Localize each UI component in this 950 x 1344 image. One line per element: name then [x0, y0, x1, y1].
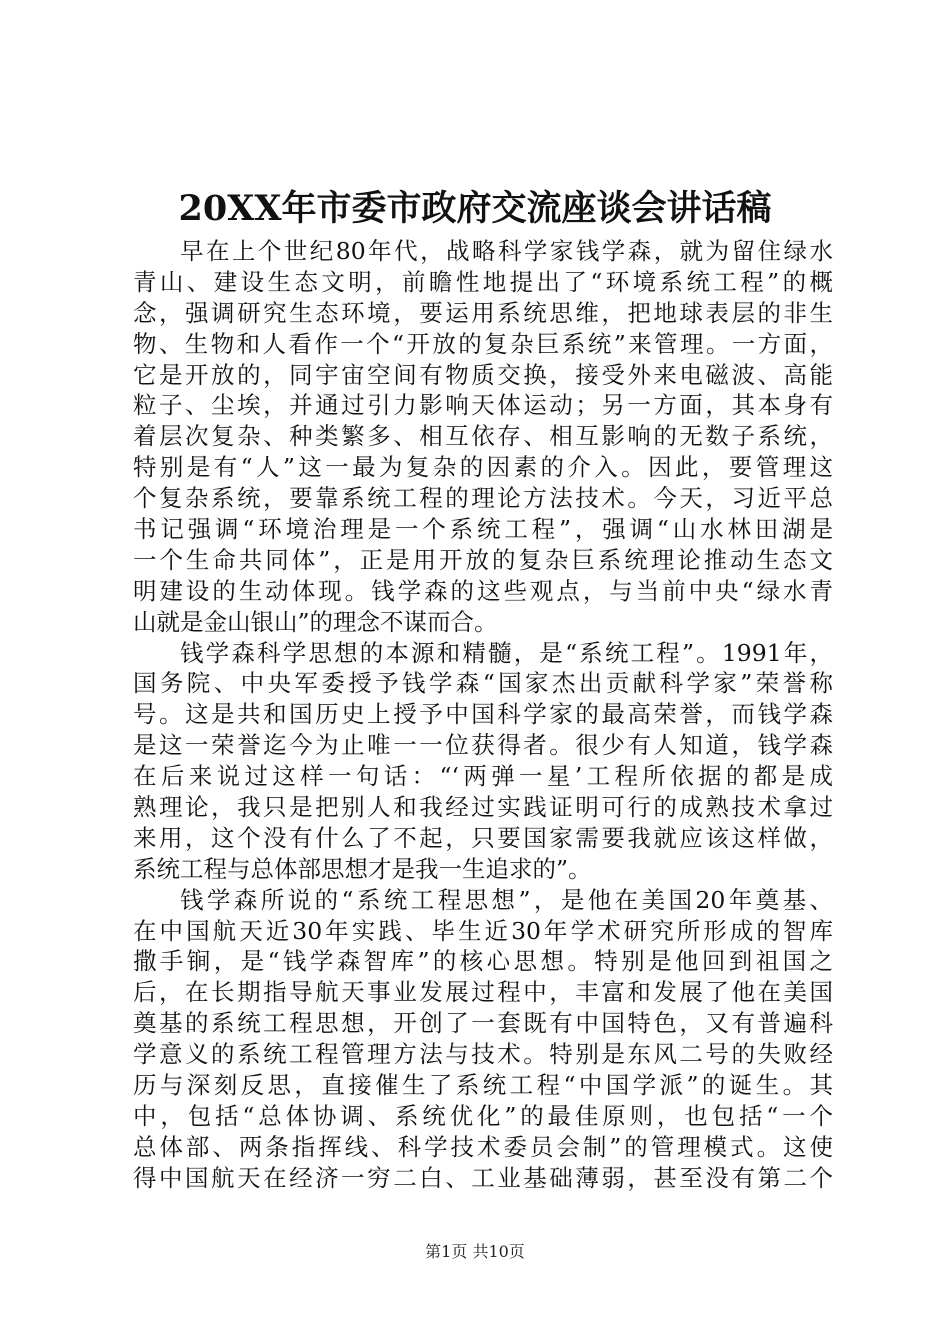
text-line: 钱学森所说的“系统工程思想”，是他在美国20年奠基、: [180, 885, 833, 914]
text-line: 个复杂系统，要靠系统工程的理论方法技术。今天，习近平总: [133, 484, 833, 513]
text-line: 学意义的系统工程管理方法与技术。特别是东风二号的失败经: [133, 1040, 833, 1069]
text-line: 特别是有“人”这一最为复杂的因素的介入。因此，要管理这: [133, 453, 833, 482]
text-line: 钱学森科学思想的本源和精髓，是“系统工程”。1991年，: [180, 638, 833, 667]
text-line: 中，包括“总体协调、系统优化”的最佳原则，也包括“一个: [133, 1101, 833, 1130]
text-line: 早在上个世纪80年代，战略科学家钱学森，就为留住绿水: [180, 237, 833, 265]
text-line: 念，强调研究生态环境，要运用系统思维，把地球表层的非生: [133, 298, 833, 327]
text-line: 书记强调“环境治理是一个系统工程”，强调“山水林田湖是: [133, 515, 833, 544]
text-line: 总体部、两条指挥线、科学技术委员会制”的管理模式。这使: [133, 1132, 833, 1161]
text-line: 它是开放的，同宇宙空间有物质交换，接受外来电磁波、高能: [133, 360, 833, 389]
text-line: 明建设的生动体现。钱学森的这些观点，与当前中央“绿水青: [133, 576, 833, 605]
text-line: 国务院、中央军委授予钱学森“国家杰出贡献科学家”荣誉称: [133, 669, 833, 698]
text-line: 奠基的系统工程思想，开创了一套既有中国特色，又有普遍科: [133, 1009, 833, 1038]
text-line: 后，在长期指导航天事业发展过程中，丰富和发展了他在美国: [133, 978, 833, 1007]
page-footer: 第1页 共10页: [425, 1242, 525, 1261]
text-line: 在后来说过这样一句话：“‘两弹一星’工程所依据的都是成: [133, 762, 833, 791]
text-line: 山就是金山银山”的理念不谋而合。: [133, 607, 498, 636]
text-line: 系统工程与总体部思想才是我一生追求的”。: [133, 854, 592, 883]
text-line: 号。这是共和国历史上授予中国科学家的最高荣誉，而钱学森: [133, 700, 833, 729]
text-line: 一个生命共同体”，正是用开放的复杂巨系统理论推动生态文: [133, 545, 833, 574]
text-line: 历与深刻反思，直接催生了系统工程“中国学派”的诞生。其: [133, 1071, 833, 1100]
text-line: 青山、建设生态文明，前瞻性地提出了“环境系统工程”的概: [133, 267, 833, 296]
text-line: 撒手锏，是“钱学森智库”的核心思想。特别是他回到祖国之: [133, 947, 833, 976]
text-line: 在中国航天近30年实践、毕生近30年学术研究所形成的智库: [133, 916, 833, 945]
text-line: 物、生物和人看作一个“开放的复杂巨系统”来管理。一方面，: [133, 329, 833, 358]
text-line: 着层次复杂、种类繁多、相互依存、相互影响的无数子系统，: [133, 422, 833, 451]
document-body: [133, 236, 833, 1194]
text-line: 粒子、尘埃，并通过引力影响天体运动；另一方面，其本身有: [133, 391, 833, 420]
text-line: 熟理论，我只是把别人和我经过实践证明可行的成熟技术拿过: [133, 793, 833, 822]
text-line: 得中国航天在经济一穷二白、工业基础薄弱，甚至没有第二个: [133, 1163, 833, 1192]
text-line: 是这一荣誉迄今为止唯一一位获得者。很少有人知道，钱学森: [133, 731, 833, 760]
document-title: 20XX年市委市政府交流座谈会讲话稿: [178, 188, 772, 229]
text-line: 来用，这个没有什么了不起，只要国家需要我就应该这样做，: [133, 823, 833, 852]
